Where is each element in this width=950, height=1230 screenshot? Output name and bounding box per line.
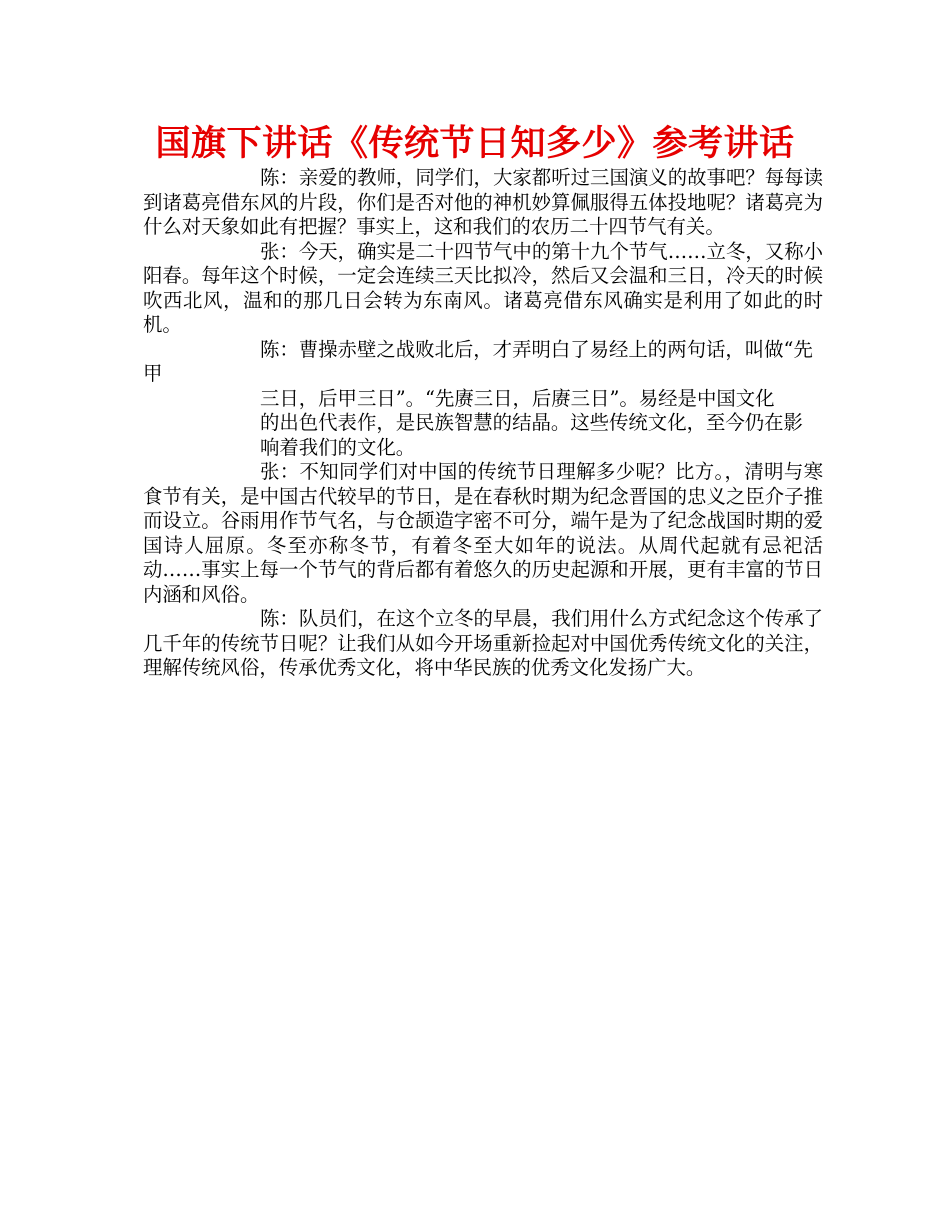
paragraph-3: 陈：曹操赤壁之战败北后，才弄明白了易经上的两句话，叫做“先甲 [143,337,813,385]
paragraph-1: 陈：亲爱的教师，同学们，大家都听过三国演义的故事吧？每每读到诸葛亮借东风的片段，你们是否对他的神机妙算佩服得五体投地呢？诸葛亮为什么对天象如此有把握？事实上，这和我们的农历二十四节气有关。 [143,166,823,238]
document-title: 国旗下讲话《传统节日知多少》参考讲话 [155,124,795,164]
document-body [143,166,823,681]
paragraph-8: 陈：队员们，在这个立冬的早晨，我们用什么方式纪念这个传承了几千年的传统节日呢？让我们从如今开场重新捡起对中国优秀传统文化的关注，理解传统风俗，传承优秀文化，将中华民族的优秀文化发扬广大。 [143,607,823,679]
paragraph-7: 张：不知同学们对中国的传统节日理解多少呢？比方。，清明与寒食节有关，是中国古代较早的节日，是在春秋时期为纪念晋国的忠义之臣介子推而设立。谷雨用作节气名，与仓颉造字密不可分，端午是为了纪念战国时期的爱国诗人屈原。冬至亦称冬节，有着冬至大如年的说法。从周代起就有忌祀活动……事实上每一个节气的背后都有着悠久的历史起源和开展，更有丰富的节日内涵和风俗。 [143,460,823,606]
paragraph-4: 三日，后甲三日”。“先赓三日，后赓三日”。易经是中国文化 [260,386,775,410]
paragraph-2: 张：今天，确实是二十四节气中的第十九个节气……立冬，又称小阳春。每年这个时候，一定会连续三天比拟冷，然后又会温和三日，冷天的时候吹西北风，温和的那几日会转为东南风。诸葛亮借东风确实是利用了如此的时机。 [143,239,823,336]
paragraph-5: 的出色代表作，是民族智慧的结晶。这些传统文化，至今仍在影 [260,411,803,434]
paragraph-6: 响着我们的文化。 [260,435,416,459]
